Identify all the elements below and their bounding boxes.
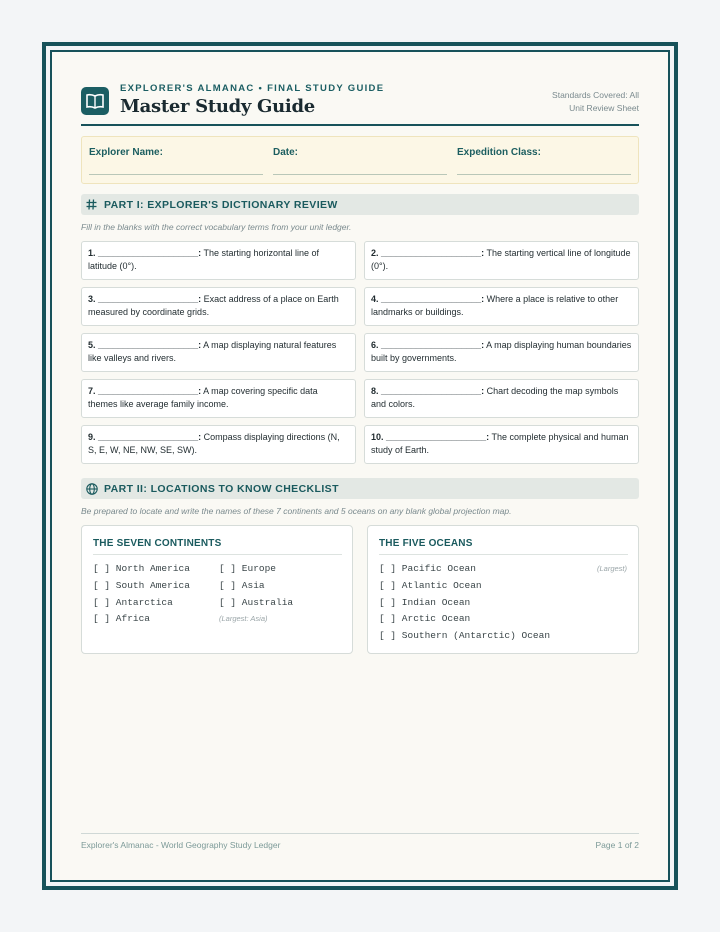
oceans-card [367,525,639,654]
standards-note [552,89,639,115]
part2-header [81,478,639,499]
divider [379,554,628,555]
standards-line-2: Unit Review Sheet [569,103,639,113]
vocab-definition-5: A map displaying natural features like valleys and rivers. [88,340,337,363]
part2-title: PART II: LOCATIONS TO KNOW CHECKLIST [104,483,339,495]
vocab-blank-10[interactable]: 10. ____________________: [371,432,490,442]
checklist-item-southern[interactable]: [ ] Southern (Antarctic) Ocean [379,630,551,641]
checklist-item-australia[interactable]: [ ] Australia [219,597,294,608]
continents-title: THE SEVEN CONTINENTS [93,538,222,549]
standards-line-1: Standards Covered: All [552,90,639,100]
vocab-definition-6: A map displaying human boundaries built by governments. [371,340,632,363]
page-number: Page 1 of 2 [595,840,639,850]
vocab-blank-5[interactable]: 5. ____________________: [88,340,202,350]
vocab-blank-1[interactable]: 1. ____________________: [88,248,202,258]
header-kicker: EXPLORER'S ALMANAC • FINAL STUDY GUIDE [120,83,385,94]
student-info-box [81,136,639,184]
page-title: Master Study Guide [120,96,315,117]
vocab-item-5 [81,333,356,372]
part2-instructions: Be prepared to locate and write the names of these 7 continents and 5 oceans on any blank global projection map. [81,506,512,516]
footer-divider [81,833,639,834]
part1-title: PART I: EXPLORER'S DICTIONARY REVIEW [104,199,338,211]
checklist-item-atlantic[interactable]: [ ] Atlantic Ocean [379,580,482,591]
vocab-item-3 [81,287,356,326]
checklist-item-indian[interactable]: [ ] Indian Ocean [379,597,471,608]
divider [93,554,342,555]
vocab-definition-10: The complete physical and human study of Earth. [371,432,629,455]
book-icon [81,87,109,115]
date-field[interactable] [273,174,447,175]
explorer-name-label: Explorer Name: [89,147,163,158]
checklist-item-arctic[interactable]: [ ] Arctic Ocean [379,613,471,624]
vocab-definition-9: Compass displaying directions (N, S, E, W, NE, NW, SE, SW). [88,432,340,455]
vocab-item-2 [364,241,639,280]
vocab-blank-9[interactable]: 9. ____________________: [88,432,202,442]
header [81,80,639,126]
vocab-blank-6[interactable]: 6. ____________________: [371,340,485,350]
study-guide-page [81,0,639,932]
continents-note: (Largest: Asia) [219,614,268,623]
vocab-item-4 [364,287,639,326]
date-label: Date: [273,147,299,158]
checklist-item-south-america[interactable]: [ ] South America [93,580,190,591]
vocab-item-9 [81,425,356,464]
vocab-definition-2: The starting vertical line of longitude (0°). [371,248,631,271]
vocab-blank-7[interactable]: 7. ____________________: [88,386,202,396]
vocab-item-8 [364,379,639,418]
vocab-blank-2[interactable]: 2. ____________________: [371,248,485,258]
vocab-item-1 [81,241,356,280]
vocab-definition-8: Chart decoding the map symbols and colors. [371,386,619,409]
checklist-item-europe[interactable]: [ ] Europe [219,563,277,574]
checklist-item-north-america[interactable]: [ ] North America [93,563,190,574]
checklist-item-asia[interactable]: [ ] Asia [219,580,265,591]
part1-header [81,194,639,215]
vocab-item-10 [364,425,639,464]
globe-icon [86,483,98,495]
expedition-class-label: Expedition Class: [457,147,541,158]
vocab-blank-4[interactable]: 4. ____________________: [371,294,485,304]
vocab-definition-1: The starting horizontal line of latitude (0°). [88,248,320,271]
checklist-item-africa[interactable]: [ ] Africa [93,613,151,624]
vocab-item-7 [81,379,356,418]
footer-source: Explorer's Almanac - World Geography Study Ledger [81,840,281,850]
vocab-blank-3[interactable]: 3. ____________________: [88,294,202,304]
part1-instructions: Fill in the blanks with the correct vocabulary terms from your unit ledger. [81,222,352,232]
vocab-item-6 [364,333,639,372]
vocab-definition-7: A map covering specific data themes like average family income. [88,386,318,409]
oceans-note: (Largest) [596,564,627,573]
oceans-title: THE FIVE OCEANS [379,538,473,549]
hash-icon [86,199,97,210]
vocab-blank-8[interactable]: 8. ____________________: [371,386,485,396]
checklist-item-antarctica[interactable]: [ ] Antarctica [93,597,173,608]
vocab-definition-4: Where a place is relative to other landmarks or buildings. [371,294,619,317]
vocab-definition-3: Exact address of a place on Earth measured by coordinate grids. [88,294,339,317]
checklist-item-pacific[interactable]: [ ] Pacific Ocean [379,563,476,574]
continents-card [81,525,353,654]
explorer-name-field[interactable] [89,174,263,175]
expedition-class-field[interactable] [457,174,631,175]
